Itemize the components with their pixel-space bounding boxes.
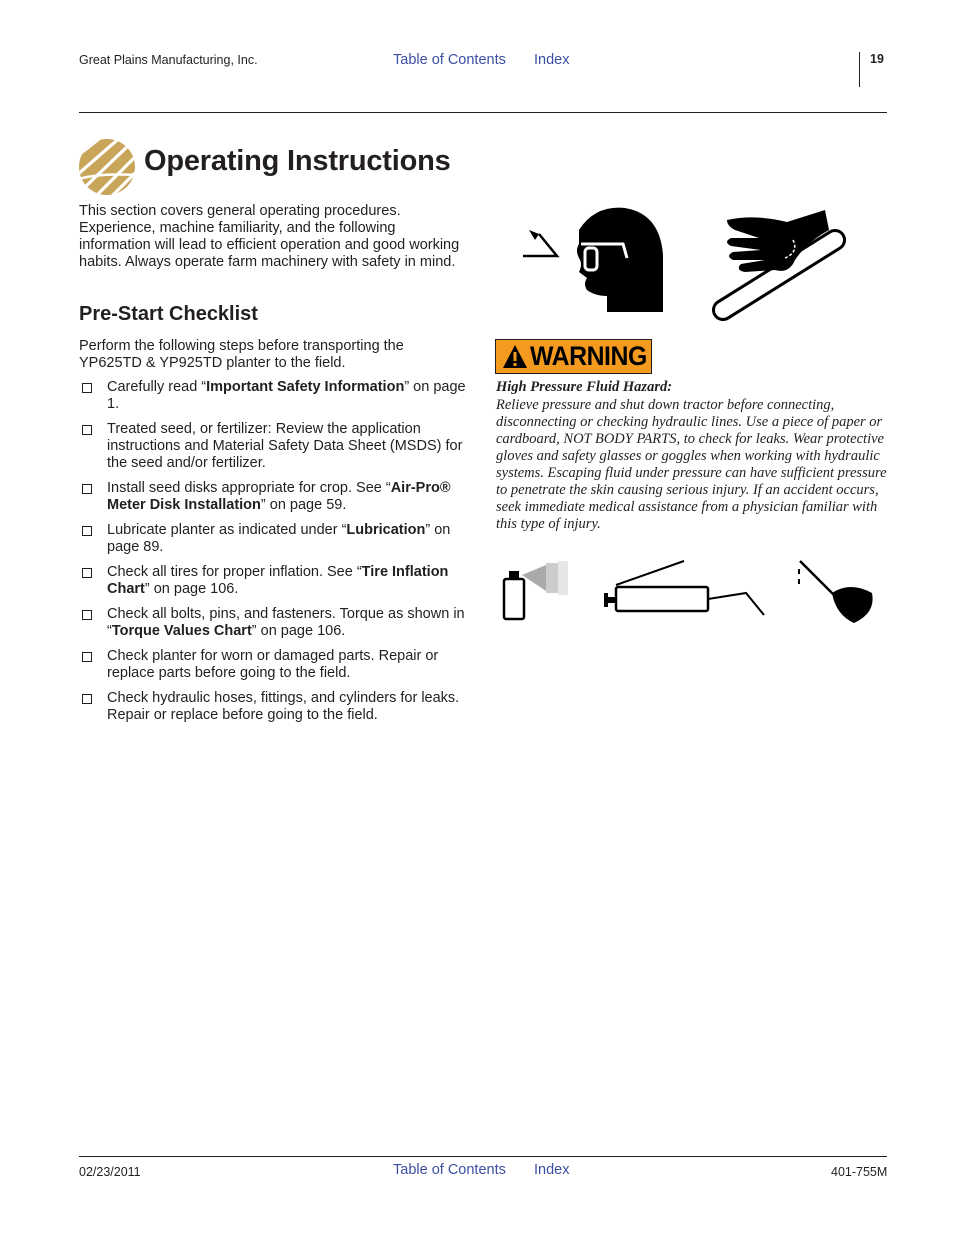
intro-paragraph: This section covers general operating procedures. Experience, machine familiarity, and the following information will lead to efficient operation and good working habits. Always operate farm machinery with safety in mind. xyxy=(79,203,460,270)
hazard-text: Relieve pressure and shut down tractor before connecting, disconnecting or checking hydraulic lines. Use a piece of paper or cardboard, NOT BODY PARTS, to check for leaks. Wear protective gloves and safety glasses or goggles when working with hydraulic systems. Escaping fluid under pressure can have sufficient pressure to penetrate the skin causing serious injury. If an accident occurs, seek immediate medical assistance from a physician familiar with this type of injury. xyxy=(496,397,887,532)
footer-index-link[interactable]: Index xyxy=(534,1162,570,1178)
header-toc-link[interactable]: Table of Contents xyxy=(393,52,506,68)
checklist-item: Install seed disks appropriate for crop. See “Air-Pro® Meter Disk Installation” on page 59. xyxy=(79,480,471,514)
footer-date: 02/23/2011 xyxy=(79,1165,141,1179)
hazard-title: High Pressure Fluid Hazard: xyxy=(496,379,673,395)
grease-gun-icon xyxy=(604,561,764,615)
company-name: Great Plains Manufacturing, Inc. xyxy=(79,53,258,67)
checklist-item: Lubricate planter as indicated under “Lubrication” on page 89. xyxy=(79,522,471,556)
checklist-item: Check all bolts, pins, and fasteners. Torque as shown in “Torque Values Chart” on page 106. xyxy=(79,606,471,640)
checklist-item: Check all tires for proper inflation. See “Tire Inflation Chart” on page 106. xyxy=(79,564,471,598)
checklist-item: Treated seed, or fertilizer: Review the application instructions and Material Safety Data Sheet (MSDS) for the seed and/or fertilizer. xyxy=(79,421,471,472)
checkbox-icon[interactable] xyxy=(82,425,92,435)
checkbox-icon[interactable] xyxy=(82,526,92,536)
warning-label xyxy=(495,339,652,374)
pre-start-checklist xyxy=(79,379,471,732)
page-number: 19 xyxy=(870,52,884,66)
warning-text: WARNING xyxy=(530,341,647,371)
section-title: Operating Instructions xyxy=(144,145,451,177)
checklist-item: Check hydraulic hoses, fittings, and cylinders for leaks. Repair or replace before going to the field. xyxy=(79,690,471,724)
footer-toc-link[interactable]: Table of Contents xyxy=(393,1162,506,1178)
warning-triangle-icon xyxy=(502,344,528,369)
header-divider xyxy=(859,52,860,87)
checklist-lead: Perform the following steps before transporting the YP625TD & YP925TD planter to the field. xyxy=(79,338,404,371)
great-plains-logo-icon xyxy=(79,139,135,195)
oil-can-icon xyxy=(798,561,873,623)
lubrication-pictograms xyxy=(500,553,880,628)
header-rule xyxy=(79,112,887,113)
checkbox-icon[interactable] xyxy=(82,610,92,620)
header-index-link[interactable]: Index xyxy=(534,52,570,68)
checkbox-icon[interactable] xyxy=(82,383,92,393)
spray-can-icon xyxy=(504,561,568,619)
checkbox-icon[interactable] xyxy=(82,568,92,578)
hand-injection-icon xyxy=(723,210,835,310)
checkbox-icon[interactable] xyxy=(82,694,92,704)
eye-protection-icon xyxy=(523,208,663,312)
checkbox-icon[interactable] xyxy=(82,484,92,494)
checklist-item: Check planter for worn or damaged parts. Repair or replace parts before going to the field. xyxy=(79,648,471,682)
document-number: 401-755M xyxy=(831,1165,888,1179)
checkbox-icon[interactable] xyxy=(82,652,92,662)
checklist-heading: Pre-Start Checklist xyxy=(79,303,258,325)
safety-pictograms xyxy=(495,200,887,330)
checklist-item: Carefully read “Important Safety Information” on page 1. xyxy=(79,379,471,413)
footer-rule xyxy=(79,1156,887,1157)
